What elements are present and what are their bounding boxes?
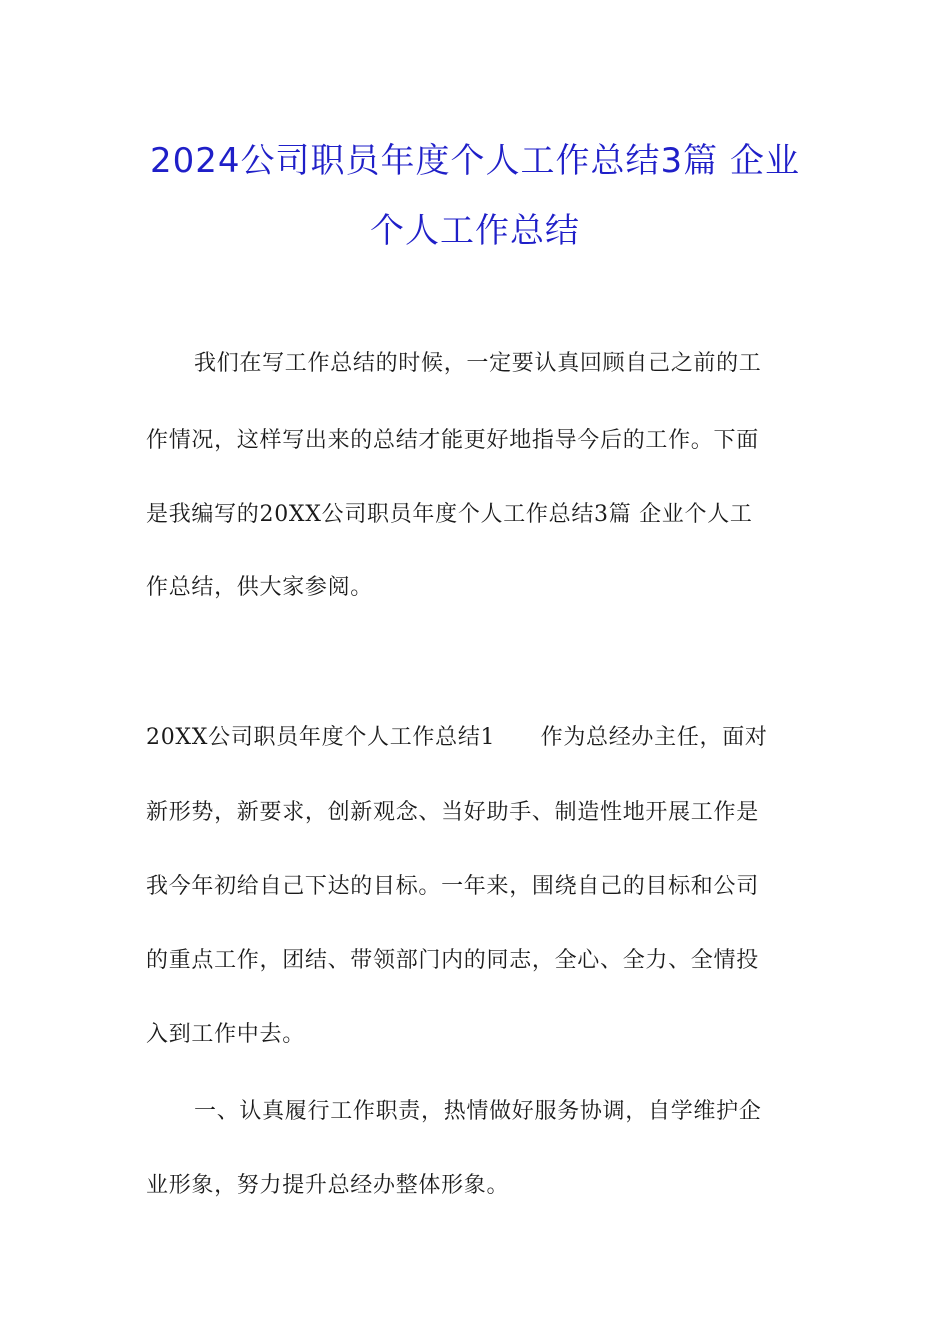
section1-paragraph-line-5: 入到工作中去。: [146, 1022, 305, 1047]
intro-paragraph-line-1: 我们在写工作总结的时候，一定要认真回顾自己之前的工: [194, 351, 762, 376]
section1-paragraph-line-4: 的重点工作，团结、带领部门内的同志，全心、全力、全情投: [146, 948, 759, 973]
document-title-line-2: 个人工作总结: [370, 211, 580, 251]
point1-paragraph-line-1: 一、认真履行工作职责，热情做好服务协调，自学维护企: [194, 1099, 762, 1124]
intro-paragraph-line-4: 作总结，供大家参阅。: [146, 575, 374, 600]
section1-paragraph-line-1: 20XX公司职员年度个人工作总结1 作为总经办主任，面对: [146, 725, 768, 750]
section1-paragraph-line-3: 我今年初给自己下达的目标。一年来，围绕自己的目标和公司: [146, 874, 759, 899]
point1-paragraph-line-2: 业形象，努力提升总经办整体形象。: [146, 1173, 510, 1198]
document-title-line-1: 2024公司职员年度个人工作总结3篇 企业: [150, 141, 800, 181]
intro-paragraph-line-2: 作情况，这样写出来的总结才能更好地指导今后的工作。下面: [146, 428, 759, 453]
section1-paragraph-line-2: 新形势，新要求，创新观念、当好助手、制造性地开展工作是: [146, 800, 759, 825]
intro-paragraph-line-3: 是我编写的20XX公司职员年度个人工作总结3篇 企业个人工: [146, 502, 753, 527]
